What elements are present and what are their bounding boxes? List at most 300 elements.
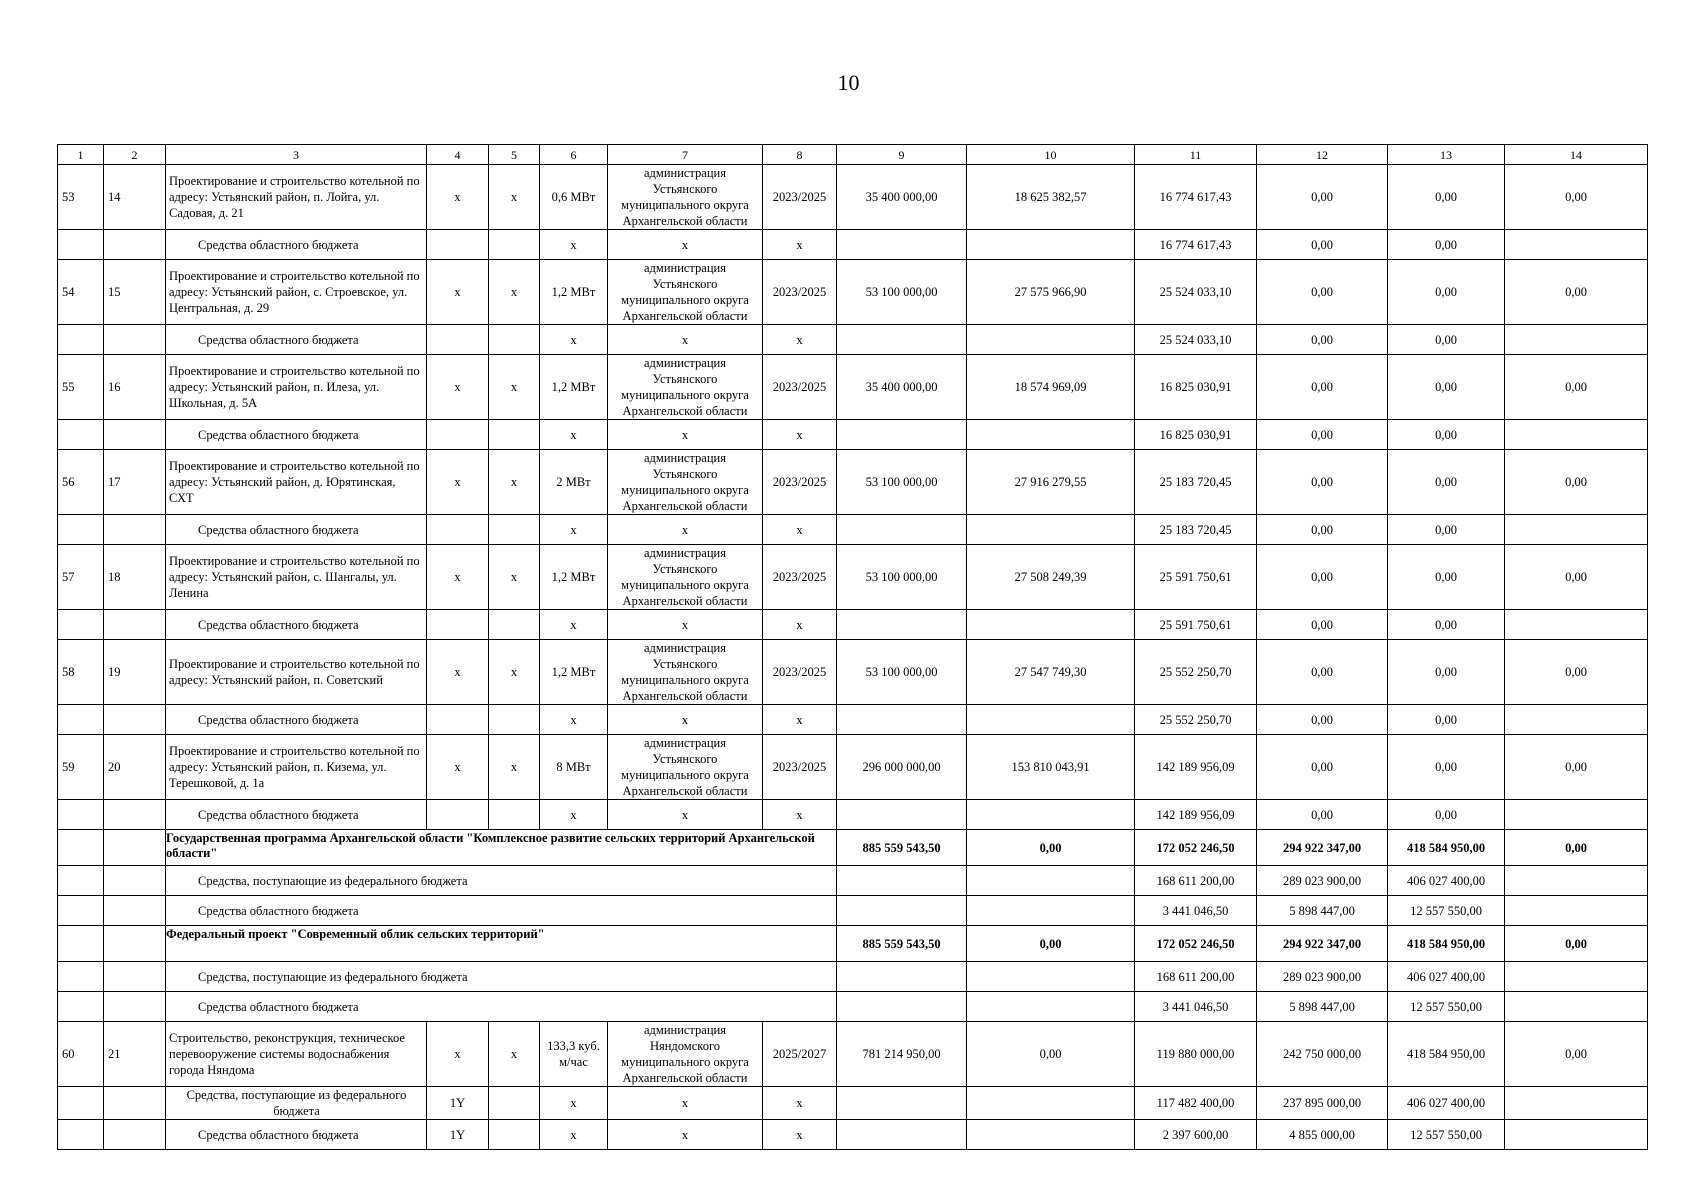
source-row [58, 866, 1648, 896]
cell: x [540, 420, 608, 450]
source-label: Средства, поступающие из федерального бюджета [166, 866, 837, 896]
organization: администрация Устьянского муниципального округа Архангельской области [608, 735, 763, 800]
cell: 418 584 950,00 [1388, 1022, 1505, 1087]
table-row [58, 355, 1648, 420]
program-name: Государственная программа Архангельской области "Комплексное развитие сельских территорий Архангельской области" [166, 830, 837, 866]
cell: x [489, 355, 540, 420]
item-name: Проектирование и строительство котельной по адресу: Устьянский район, д. Юрятинская, СХТ [166, 450, 427, 515]
cell: 153 810 043,91 [967, 735, 1135, 800]
empty-cell [967, 1087, 1135, 1120]
cell: x [427, 260, 489, 325]
header-cell: 2 [104, 145, 166, 165]
cell: x [608, 420, 763, 450]
cell: 0,00 [1505, 165, 1648, 230]
row-number: 58 [58, 640, 104, 705]
item-number: 18 [104, 545, 166, 610]
cell: 25 591 750,61 [1135, 545, 1257, 610]
empty-cell [489, 325, 540, 355]
cell: x [763, 1120, 837, 1150]
row-number: 60 [58, 1022, 104, 1087]
cell: 27 575 966,90 [967, 260, 1135, 325]
source-row [58, 420, 1648, 450]
cell: x [608, 610, 763, 640]
cell: 406 027 400,00 [1388, 1087, 1505, 1120]
empty-cell [837, 896, 967, 926]
empty-cell [967, 896, 1135, 926]
cell: 2 397 600,00 [1135, 1120, 1257, 1150]
period: 2023/2025 [763, 355, 837, 420]
cell: x [763, 325, 837, 355]
empty-cell [104, 992, 166, 1022]
empty-cell [1505, 800, 1648, 830]
table-row [58, 640, 1648, 705]
cell: 418 584 950,00 [1388, 830, 1505, 866]
empty-cell [967, 992, 1135, 1022]
empty-cell [58, 992, 104, 1022]
cell: 0,00 [1257, 610, 1388, 640]
empty-cell [837, 866, 967, 896]
empty-cell [1505, 230, 1648, 260]
cell: 35 400 000,00 [837, 355, 967, 420]
capacity: 1,2 МВт [540, 545, 608, 610]
header-row [58, 145, 1648, 165]
item-number: 20 [104, 735, 166, 800]
period: 2023/2025 [763, 450, 837, 515]
cell: 885 559 543,50 [837, 926, 967, 962]
period: 2023/2025 [763, 640, 837, 705]
cell: 0,00 [1257, 515, 1388, 545]
cell: 0,00 [1257, 165, 1388, 230]
source-row [58, 1087, 1648, 1120]
cell: 53 100 000,00 [837, 545, 967, 610]
cell: x [540, 230, 608, 260]
header-cell: 14 [1505, 145, 1648, 165]
source-label: Средства областного бюджета [166, 610, 427, 640]
cell: 12 557 550,00 [1388, 896, 1505, 926]
cell: 0,00 [1257, 545, 1388, 610]
cell: 296 000 000,00 [837, 735, 967, 800]
empty-cell [1505, 420, 1648, 450]
empty-cell [58, 926, 104, 962]
cell: x [427, 735, 489, 800]
cell: x [427, 1022, 489, 1087]
cell: 0,00 [1388, 325, 1505, 355]
cell: 0,00 [1257, 355, 1388, 420]
cell: 406 027 400,00 [1388, 962, 1505, 992]
cell: 0,00 [1388, 705, 1505, 735]
cell: 0,00 [967, 830, 1135, 866]
source-label: Средства областного бюджета [166, 896, 837, 926]
empty-cell [58, 325, 104, 355]
cell: 237 895 000,00 [1257, 1087, 1388, 1120]
cell: 0,00 [1505, 640, 1648, 705]
header-cell: 5 [489, 145, 540, 165]
header-cell: 1 [58, 145, 104, 165]
cell: 0,00 [1388, 545, 1505, 610]
cell: 0,00 [967, 1022, 1135, 1087]
item-name: Строительство, реконструкция, техническое перевооружение системы водоснабжения города Няндома [166, 1022, 427, 1087]
cell: 0,00 [1388, 420, 1505, 450]
empty-cell [1505, 1120, 1648, 1150]
cell: 0,00 [1505, 830, 1648, 866]
cell: 16 825 030,91 [1135, 420, 1257, 450]
cell: 0,00 [1388, 515, 1505, 545]
empty-cell [967, 866, 1135, 896]
cell: 0,00 [967, 926, 1135, 962]
cell: 25 524 033,10 [1135, 260, 1257, 325]
cell: 5 898 447,00 [1257, 992, 1388, 1022]
cell: 781 214 950,00 [837, 1022, 967, 1087]
cell: 1Y [427, 1087, 489, 1120]
cell: 0,00 [1257, 800, 1388, 830]
cell: x [540, 800, 608, 830]
organization: администрация Няндомского муниципального округа Архангельской области [608, 1022, 763, 1087]
row-number: 54 [58, 260, 104, 325]
cell: 168 611 200,00 [1135, 866, 1257, 896]
cell: 25 524 033,10 [1135, 325, 1257, 355]
empty-cell [1505, 610, 1648, 640]
empty-cell [104, 800, 166, 830]
cell: 0,00 [1505, 926, 1648, 962]
item-number: 21 [104, 1022, 166, 1087]
organization: администрация Устьянского муниципального округа Архангельской области [608, 545, 763, 610]
empty-cell [837, 325, 967, 355]
header-cell: 12 [1257, 145, 1388, 165]
program-row [58, 830, 1648, 866]
empty-cell [837, 420, 967, 450]
cell: 0,00 [1257, 260, 1388, 325]
empty-cell [967, 420, 1135, 450]
cell: 0,00 [1257, 420, 1388, 450]
cell: x [489, 640, 540, 705]
organization: администрация Устьянского муниципального округа Архангельской области [608, 450, 763, 515]
source-row [58, 800, 1648, 830]
cell: x [540, 705, 608, 735]
header-cell: 13 [1388, 145, 1505, 165]
empty-cell [837, 800, 967, 830]
cell: 0,00 [1388, 165, 1505, 230]
organization: администрация Устьянского муниципального округа Архангельской области [608, 260, 763, 325]
cell: x [489, 545, 540, 610]
cell: 0,00 [1505, 260, 1648, 325]
item-name: Проектирование и строительство котельной по адресу: Устьянский район, с. Шангалы, ул. Ленина [166, 545, 427, 610]
empty-cell [58, 230, 104, 260]
item-name: Проектирование и строительство котельной по адресу: Устьянский район, п. Лойга, ул. Садовая, д. 21 [166, 165, 427, 230]
cell: 0,00 [1257, 325, 1388, 355]
cell: 27 916 279,55 [967, 450, 1135, 515]
item-name: Проектирование и строительство котельной по адресу: Устьянский район, с. Строевское, ул. Центральная, д. 29 [166, 260, 427, 325]
source-label: Средства областного бюджета [166, 230, 427, 260]
cell: 1Y [427, 1120, 489, 1150]
organization: администрация Устьянского муниципального округа Архангельской области [608, 640, 763, 705]
empty-cell [1505, 705, 1648, 735]
cell: 3 441 046,50 [1135, 992, 1257, 1022]
source-row [58, 325, 1648, 355]
empty-cell [1505, 1087, 1648, 1120]
source-label: Средства, поступающие из федерального бюджета [166, 962, 837, 992]
empty-cell [58, 896, 104, 926]
cell: x [489, 1022, 540, 1087]
empty-cell [967, 1120, 1135, 1150]
cell: x [763, 610, 837, 640]
empty-cell [104, 830, 166, 866]
source-row [58, 962, 1648, 992]
source-label: Средства областного бюджета [166, 325, 427, 355]
cell: x [427, 450, 489, 515]
cell: x [540, 1087, 608, 1120]
source-label: Средства областного бюджета [166, 515, 427, 545]
empty-cell [58, 610, 104, 640]
budget-table [57, 144, 1648, 1150]
cell: 406 027 400,00 [1388, 866, 1505, 896]
row-number: 55 [58, 355, 104, 420]
capacity: 1,2 МВт [540, 355, 608, 420]
period: 2023/2025 [763, 735, 837, 800]
empty-cell [489, 705, 540, 735]
empty-cell [837, 515, 967, 545]
cell: 289 023 900,00 [1257, 962, 1388, 992]
empty-cell [104, 230, 166, 260]
item-number: 14 [104, 165, 166, 230]
cell: 0,00 [1388, 800, 1505, 830]
cell: 142 189 956,09 [1135, 800, 1257, 830]
cell: 16 774 617,43 [1135, 165, 1257, 230]
table-row [58, 450, 1648, 515]
empty-cell [1505, 896, 1648, 926]
source-row [58, 992, 1648, 1022]
cell: x [427, 165, 489, 230]
empty-cell [58, 830, 104, 866]
table-row [58, 165, 1648, 230]
table-row [58, 735, 1648, 800]
cell: x [763, 800, 837, 830]
empty-cell [427, 800, 489, 830]
cell: x [763, 420, 837, 450]
item-name: Проектирование и строительство котельной по адресу: Устьянский район, п. Кизема, ул. Терешковой, д. 1а [166, 735, 427, 800]
cell: x [489, 165, 540, 230]
header-cell: 4 [427, 145, 489, 165]
cell: 117 482 400,00 [1135, 1087, 1257, 1120]
empty-cell [1505, 962, 1648, 992]
empty-cell [427, 705, 489, 735]
cell: 53 100 000,00 [837, 450, 967, 515]
source-row [58, 1120, 1648, 1150]
cell: 18 625 382,57 [967, 165, 1135, 230]
cell: x [608, 800, 763, 830]
empty-cell [104, 866, 166, 896]
source-label: Средства областного бюджета [166, 800, 427, 830]
header-cell: 9 [837, 145, 967, 165]
cell: 0,00 [1388, 355, 1505, 420]
empty-cell [58, 962, 104, 992]
empty-cell [427, 515, 489, 545]
cell: 0,00 [1388, 610, 1505, 640]
capacity: 2 МВт [540, 450, 608, 515]
period: 2023/2025 [763, 545, 837, 610]
cell: 0,00 [1388, 640, 1505, 705]
cell: 25 552 250,70 [1135, 640, 1257, 705]
table-row [58, 545, 1648, 610]
capacity: 1,2 МВт [540, 640, 608, 705]
cell: 27 547 749,30 [967, 640, 1135, 705]
cell: 0,00 [1388, 230, 1505, 260]
empty-cell [489, 230, 540, 260]
cell: 12 557 550,00 [1388, 1120, 1505, 1150]
empty-cell [104, 896, 166, 926]
cell: 18 574 969,09 [967, 355, 1135, 420]
empty-cell [967, 325, 1135, 355]
cell: 0,00 [1388, 260, 1505, 325]
source-row [58, 705, 1648, 735]
empty-cell [967, 800, 1135, 830]
cell: 27 508 249,39 [967, 545, 1135, 610]
cell: 0,00 [1388, 450, 1505, 515]
page-number: 10 [837, 70, 860, 95]
source-label: Средства областного бюджета [166, 1120, 427, 1150]
empty-cell [1505, 866, 1648, 896]
period: 2023/2025 [763, 260, 837, 325]
header-cell: 11 [1135, 145, 1257, 165]
cell: 4 855 000,00 [1257, 1120, 1388, 1150]
empty-cell [104, 962, 166, 992]
source-row [58, 610, 1648, 640]
empty-cell [489, 800, 540, 830]
header-cell: 3 [166, 145, 427, 165]
cell: x [763, 515, 837, 545]
header-cell: 10 [967, 145, 1135, 165]
cell: x [540, 325, 608, 355]
capacity: 8 МВт [540, 735, 608, 800]
period: 2023/2025 [763, 165, 837, 230]
cell: 16 825 030,91 [1135, 355, 1257, 420]
empty-cell [104, 1120, 166, 1150]
cell: 119 880 000,00 [1135, 1022, 1257, 1087]
empty-cell [427, 610, 489, 640]
project-row [58, 926, 1648, 962]
empty-cell [104, 1087, 166, 1120]
project-name: Федеральный проект "Современный облик сельских территорий" [166, 926, 837, 962]
source-row [58, 896, 1648, 926]
row-number: 59 [58, 735, 104, 800]
table-body [58, 145, 1648, 1150]
cell: 25 552 250,70 [1135, 705, 1257, 735]
cell: 0,00 [1505, 1022, 1648, 1087]
empty-cell [967, 230, 1135, 260]
empty-cell [967, 962, 1135, 992]
cell: 5 898 447,00 [1257, 896, 1388, 926]
empty-cell [837, 230, 967, 260]
empty-cell [58, 515, 104, 545]
cell: x [608, 230, 763, 260]
empty-cell [104, 420, 166, 450]
cell: 25 183 720,45 [1135, 450, 1257, 515]
cell: x [608, 1087, 763, 1120]
empty-cell [837, 610, 967, 640]
cell: x [427, 640, 489, 705]
empty-cell [967, 610, 1135, 640]
cell: 12 557 550,00 [1388, 992, 1505, 1022]
empty-cell [427, 230, 489, 260]
cell: 0,00 [1505, 450, 1648, 515]
empty-cell [104, 926, 166, 962]
cell: 168 611 200,00 [1135, 962, 1257, 992]
empty-cell [1505, 325, 1648, 355]
empty-cell [489, 1087, 540, 1120]
empty-cell [967, 705, 1135, 735]
capacity: 1,2 МВт [540, 260, 608, 325]
cell: 25 183 720,45 [1135, 515, 1257, 545]
empty-cell [967, 515, 1135, 545]
cell: x [427, 545, 489, 610]
empty-cell [489, 1120, 540, 1150]
cell: 0,00 [1257, 735, 1388, 800]
cell: 0,00 [1505, 735, 1648, 800]
cell: x [763, 230, 837, 260]
header-cell: 7 [608, 145, 763, 165]
empty-cell [104, 610, 166, 640]
empty-cell [489, 515, 540, 545]
organization: администрация Устьянского муниципального округа Архангельской области [608, 355, 763, 420]
cell: x [608, 515, 763, 545]
empty-cell [489, 610, 540, 640]
cell: x [540, 610, 608, 640]
header-cell: 8 [763, 145, 837, 165]
cell: 0,00 [1388, 735, 1505, 800]
empty-cell [58, 1120, 104, 1150]
cell: 25 591 750,61 [1135, 610, 1257, 640]
cell: 3 441 046,50 [1135, 896, 1257, 926]
empty-cell [58, 420, 104, 450]
cell: 294 922 347,00 [1257, 830, 1388, 866]
header-cell: 6 [540, 145, 608, 165]
item-number: 16 [104, 355, 166, 420]
empty-cell [104, 325, 166, 355]
item-number: 17 [104, 450, 166, 515]
source-row [58, 515, 1648, 545]
empty-cell [427, 420, 489, 450]
source-row [58, 230, 1648, 260]
cell: x [763, 1087, 837, 1120]
cell: 0,00 [1257, 450, 1388, 515]
cell: 35 400 000,00 [837, 165, 967, 230]
cell: 142 189 956,09 [1135, 735, 1257, 800]
item-number: 19 [104, 640, 166, 705]
empty-cell [1505, 992, 1648, 1022]
empty-cell [104, 705, 166, 735]
row-number: 56 [58, 450, 104, 515]
table-row [58, 1022, 1648, 1087]
item-name: Проектирование и строительство котельной по адресу: Устьянский район, п. Советский [166, 640, 427, 705]
cell: 0,00 [1257, 640, 1388, 705]
cell: 0,00 [1505, 355, 1648, 420]
cell: 289 023 900,00 [1257, 866, 1388, 896]
cell: x [489, 735, 540, 800]
empty-cell [837, 705, 967, 735]
empty-cell [58, 800, 104, 830]
empty-cell [489, 420, 540, 450]
source-label: Средства, поступающие из федерального бюджета [166, 1087, 427, 1120]
cell: x [540, 515, 608, 545]
empty-cell [1505, 515, 1648, 545]
empty-cell [104, 515, 166, 545]
cell: x [427, 355, 489, 420]
row-number: 53 [58, 165, 104, 230]
empty-cell [58, 705, 104, 735]
item-name: Проектирование и строительство котельной по адресу: Устьянский район, п. Илеза, ул. Школьная, д. 5А [166, 355, 427, 420]
cell: x [763, 705, 837, 735]
capacity: 133,3 куб. м/час [540, 1022, 608, 1087]
cell: x [608, 325, 763, 355]
